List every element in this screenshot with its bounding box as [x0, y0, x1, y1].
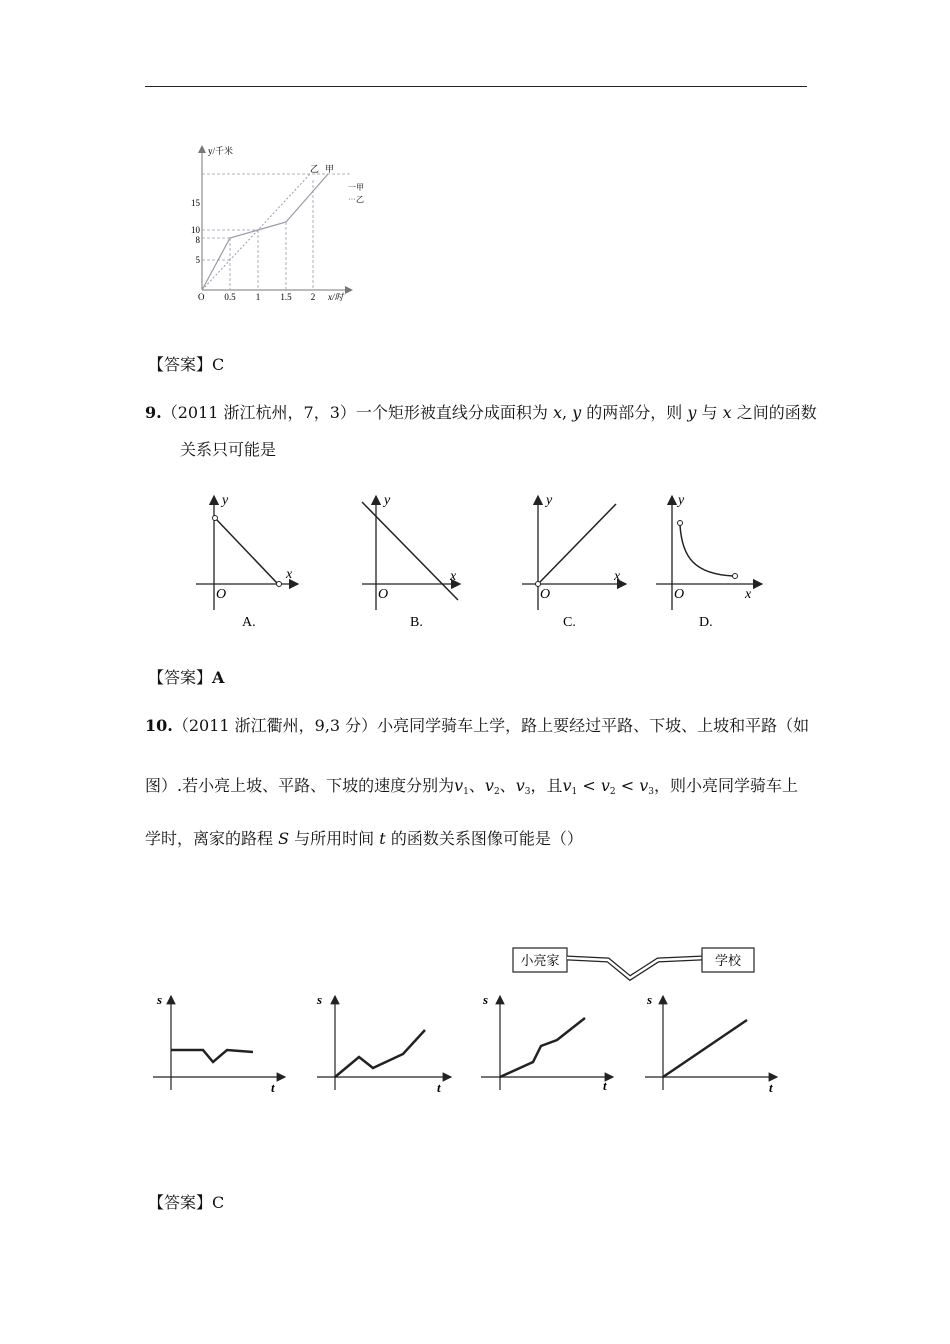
- question-9-line1: 9.（2011 浙江杭州，7，3）一个矩形被直线分成面积为 x, y 的两部分，则 y 与 x 之间的函数: [145, 403, 817, 422]
- graph-d: [656, 493, 762, 630]
- svg-text:C.: C.: [563, 615, 576, 630]
- header-rule: [145, 86, 807, 87]
- line-yi: [202, 174, 310, 290]
- svg-text:x: x: [614, 569, 621, 584]
- svg-text:s: s: [483, 992, 489, 1007]
- legend-yi: ⋯乙: [348, 195, 364, 204]
- svg-text:t: t: [271, 1080, 275, 1095]
- question-10-line1: 10.（2011 浙江衢州，9,3 分）小亮同学骑车上学，路上要经过平路、下坡、上坡和平路（如: [145, 716, 810, 735]
- svg-text:A.: A.: [242, 615, 256, 630]
- x-axis-label: x/时: [328, 292, 344, 302]
- svg-text:t: t: [769, 1080, 773, 1095]
- graph-c: [522, 493, 626, 630]
- xtick: 1.5: [280, 292, 292, 302]
- legend-jia: 一甲: [348, 183, 364, 192]
- ytick: 5: [195, 255, 200, 265]
- svg-text:O: O: [216, 587, 227, 602]
- graph-1: [153, 992, 285, 1095]
- xtick: 1: [255, 292, 261, 302]
- line-jia: [202, 174, 328, 290]
- svg-text:y: y: [384, 493, 391, 508]
- svg-text:学校: 学校: [714, 953, 742, 968]
- label-jia: 甲: [325, 164, 335, 174]
- svg-text:s: s: [317, 992, 323, 1007]
- graph-a: [196, 493, 298, 630]
- svg-text:D.: D.: [699, 615, 713, 630]
- svg-text:x: x: [745, 587, 752, 602]
- ytick: 8: [195, 235, 200, 245]
- xtick: 0.5: [224, 292, 236, 302]
- graph-3: [481, 992, 613, 1093]
- svg-text:O: O: [540, 587, 551, 602]
- answer-10: 【答案】C: [148, 1193, 225, 1212]
- graph-b: [362, 493, 460, 630]
- xtick: 2: [310, 292, 316, 302]
- question-10-line2: 图）.若小亮上坡、平路、下坡的速度分别为$v_1$、$v_2$、$v_3$，且$v_1 < v_2 < v_3$，则小亮同学骑车上: [145, 776, 799, 797]
- label-yi: 乙: [310, 164, 320, 174]
- ytick: 10: [191, 225, 200, 235]
- svg-text:y: y: [678, 493, 685, 508]
- svg-text:B.: B.: [410, 615, 423, 630]
- answer-9: 【答案】A: [148, 668, 225, 687]
- q8-distance-time-chart: [180, 140, 380, 310]
- svg-text:y: y: [546, 493, 553, 508]
- y-axis-label: y/千米: [208, 146, 234, 156]
- question-9-line2: 关系只可能是: [180, 440, 277, 459]
- road-diagram: [510, 942, 760, 987]
- q10-option-graphs: [145, 990, 795, 1100]
- ytick: 15: [191, 198, 200, 208]
- svg-text:O: O: [378, 587, 389, 602]
- svg-text:x: x: [450, 569, 457, 584]
- svg-text:x: x: [286, 567, 293, 582]
- svg-text:t: t: [603, 1078, 607, 1093]
- svg-text:t: t: [437, 1080, 441, 1095]
- svg-text:O: O: [674, 587, 685, 602]
- svg-text:y: y: [222, 493, 229, 508]
- answer-8: 【答案】C: [148, 355, 225, 374]
- origin-label: O: [198, 292, 205, 302]
- question-10-line3: 学时，离家的路程 S 与所用时间 t 的函数关系图像可能是（）: [145, 829, 583, 848]
- graph-2: [316, 992, 451, 1095]
- svg-text:s: s: [157, 992, 163, 1007]
- svg-text:小亮家: 小亮家: [520, 953, 560, 968]
- svg-text:s: s: [647, 992, 653, 1007]
- graph-4: [645, 992, 777, 1095]
- q9-option-graphs: [190, 488, 770, 633]
